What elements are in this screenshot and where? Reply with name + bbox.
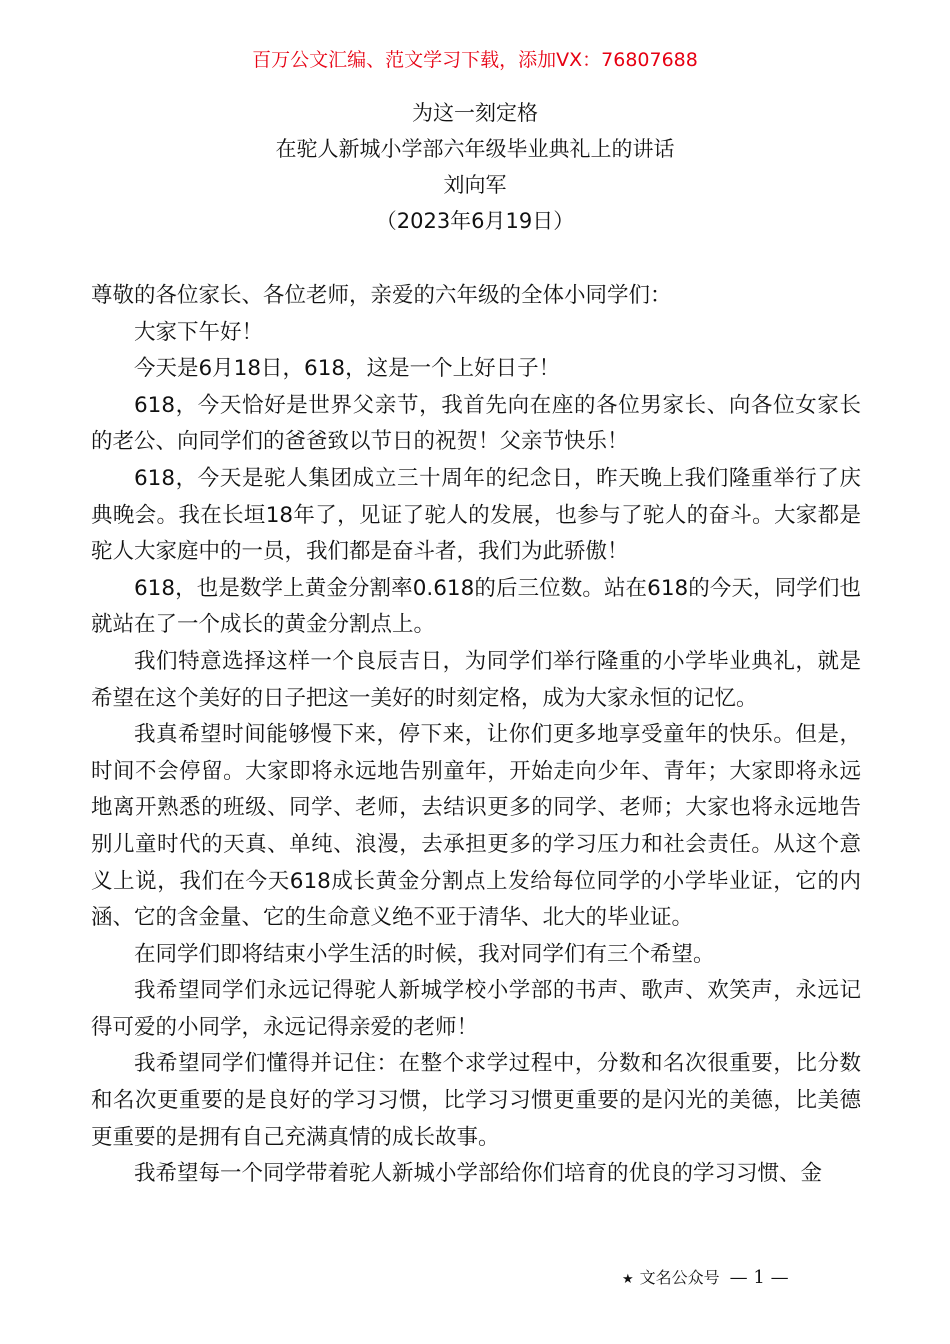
paragraph: 我希望同学们永远记得驼人新城学校小学部的书声、歌声、欢笑声，永远记得可爱的小同学，永远记得亲爱的老师！ bbox=[91, 978, 861, 1040]
paragraph: 我希望同学们懂得并记住：在整个求学过程中，分数和名次很重要，比分数和名次更重要的是良好的学习习惯，比学习习惯更重要的是闪光的美德，比美德更重要的是拥有自己充满真情的成长故事。 bbox=[91, 1051, 861, 1150]
paragraph: 大家下午好！ bbox=[134, 319, 264, 345]
paragraph: 今天是6月18日，618，这是一个上好日子！ bbox=[134, 356, 561, 382]
speech-title: 为这一刻定格 bbox=[412, 101, 538, 125]
paragraph: 618，也是数学上黄金分割率0.618的后三位数。站在618的今天，同学们也就站在了一个成长的黄金分割点上。 bbox=[91, 575, 861, 638]
paragraph: 我真希望时间能够慢下来，停下来，让你们更多地享受童年的快乐。但是，时间不会停留。大家即将永远地告别童年，开始走向少年、青年；大家即将永远地离开熟悉的班级、同学、老师，去结识更多的同学、老师；大家也将永远地告别儿童时代的天真、单纯、浪漫，去承担更多的学习压力和社会责任。从这个意义上说，我们在今天618成长黄金分割点上发给每位同学的小学毕业证，它的内涵、它的含金量、它的生命意义绝不亚于清华、北大的毕业证。 bbox=[91, 722, 861, 931]
speech-subtitle: 在驼人新城小学部六年级毕业典礼上的讲话 bbox=[275, 137, 675, 161]
paragraph: 在同学们即将结束小学生活的时候，我对同学们有三个希望。 bbox=[134, 941, 715, 967]
star-icon: ★ bbox=[622, 1272, 634, 1287]
watermark-banner: 百万公文汇编、范文学习下载，添加VX：76807688 bbox=[252, 49, 698, 71]
paragraph: 我们特意选择这样一个良辰吉日，为同学们举行隆重的小学毕业典礼，就是希望在这个美好的日子把这一美好的时刻定格，成为大家永恒的记忆。 bbox=[91, 648, 861, 711]
salutation: 尊敬的各位家长、各位老师，亲爱的六年级的全体小同学们： bbox=[91, 283, 672, 308]
paragraph: 我希望每一个同学带着驼人新城小学部给你们培育的优良的学习习惯、金 bbox=[134, 1161, 823, 1187]
page-footer bbox=[622, 1264, 789, 1294]
paragraph: 618，今天恰好是世界父亲节，我首先向在座的各位男家长、向各位女家长的老公、向同学们的爸爸致以节日的祝贺！父亲节快乐！ bbox=[91, 392, 861, 455]
speech-date: （2023年6月19日） bbox=[375, 209, 575, 233]
footer-label: 文名公众号 bbox=[639, 1268, 720, 1287]
paragraph: 618，今天是驼人集团成立三十周年的纪念日，昨天晚上我们隆重举行了庆典晚会。我在长垣18年了，见证了驼人的发展，也参与了驼人的奋斗。大家都是驼人大家庭中的一员，我们都是奋斗者，我们为此骄傲！ bbox=[91, 465, 861, 565]
speech-author: 刘向军 bbox=[443, 173, 507, 197]
speech-body bbox=[91, 278, 861, 1193]
page-number: — 1 — bbox=[729, 1267, 789, 1288]
